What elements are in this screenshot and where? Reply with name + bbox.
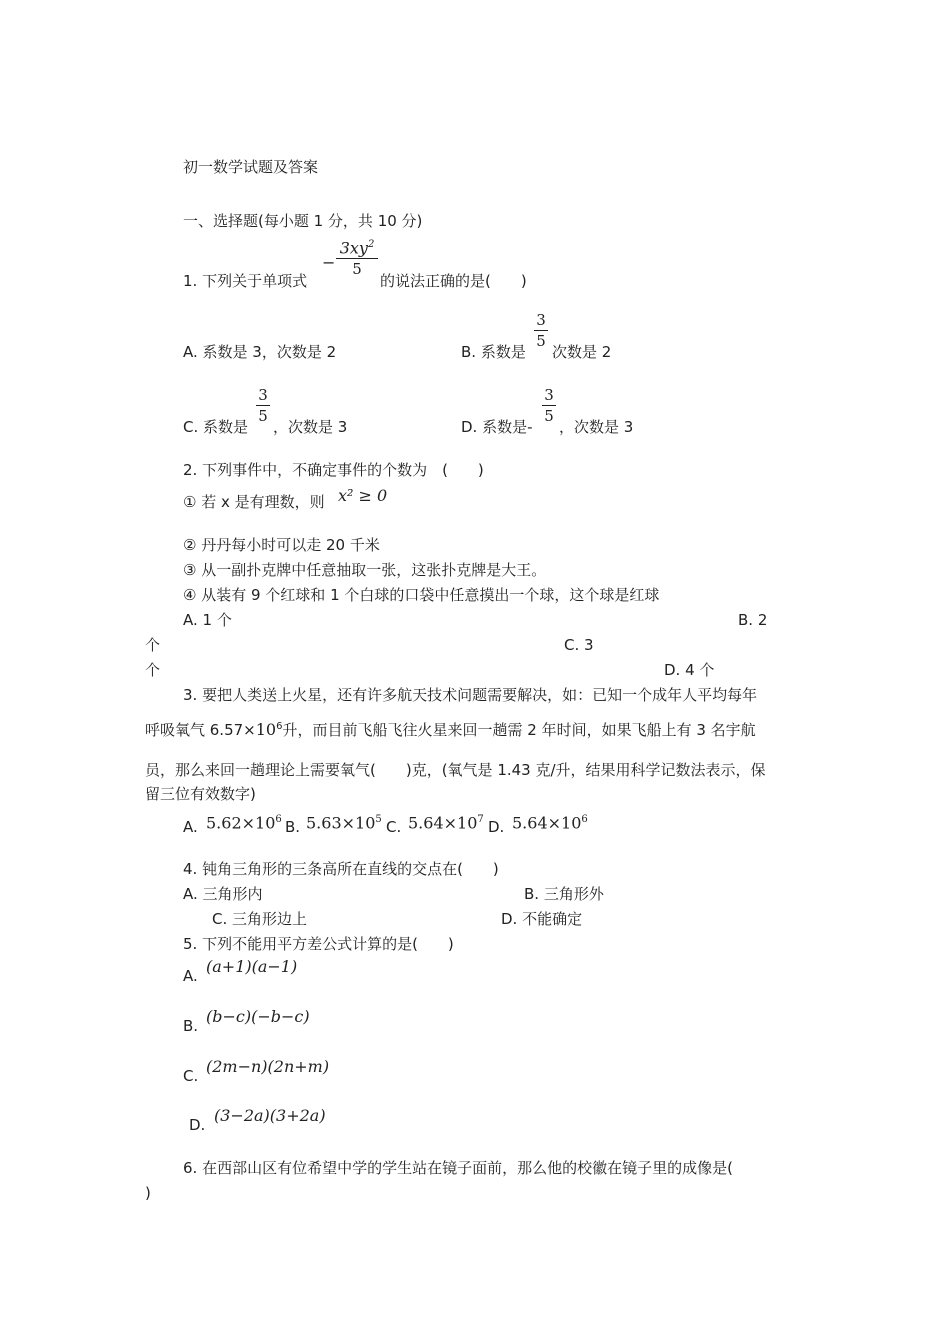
q5-option-b-label: B.	[183, 1017, 199, 1035]
exponent: 7	[477, 814, 484, 825]
q3-line-4: 留三位有效数字)	[145, 785, 256, 803]
q3-line-3: 员，那么来回一趟理论上需要氧气( )克，(氧气是 1.43 克/升，结果用科学记数法表示，保	[145, 761, 766, 779]
q3-option-b-math	[306, 811, 382, 832]
q2-option-d: D. 4 个	[664, 661, 715, 679]
q3-line-1: 3. 要把人类送上火星，还有许多航天技术问题需要解决，如：已知一个成年人平均每年	[183, 686, 758, 704]
q1-option-c-prefix: C. 系数是	[183, 418, 249, 436]
q2-option-c-continued: 个	[145, 661, 161, 679]
fraction-numerator: 3	[544, 386, 554, 404]
q3-option-c-label: C.	[386, 818, 402, 836]
fraction-bar	[256, 405, 270, 406]
q3-option-c-math	[408, 811, 484, 832]
q4-option-a: A. 三角形内	[183, 885, 263, 903]
q2-event-1: ① 若 x 是有理数，则	[183, 493, 325, 511]
fraction-denominator: 5	[258, 407, 268, 425]
q6-line-2: )	[145, 1184, 151, 1202]
q5-option-c-label: C.	[183, 1067, 199, 1085]
page-title: 初一数学试题及答案	[183, 158, 319, 176]
q3-option-d-label: D.	[488, 818, 505, 836]
fraction-bar	[336, 258, 378, 259]
q4-option-b: B. 三角形外	[524, 885, 604, 903]
q2-option-a: A. 1 个	[183, 611, 232, 629]
q2-option-b-continued: 个	[145, 636, 161, 654]
fraction-numerator: 3	[536, 311, 546, 329]
q1-option-c-fraction	[256, 386, 270, 425]
q4-stem: 4. 钝角三角形的三条高所在直线的交点在( )	[183, 860, 499, 878]
fraction-denominator: 5	[536, 332, 546, 350]
q1-option-b-suffix: 次数是 2	[552, 343, 612, 361]
q2-event-4: ④ 从装有 9 个红球和 1 个白球的口袋中任意摸出一个球，这个球是红球	[183, 586, 660, 604]
q5-stem: 5. 下列不能用平方差公式计算的是( )	[183, 935, 454, 953]
q1-stem-start: 1. 下列关于单项式	[183, 272, 308, 290]
q3-line-2-prefix: 呼吸氧气 6.57×	[145, 721, 256, 739]
q1-expr-denominator: 5	[352, 260, 362, 279]
q1-option-b-fraction	[534, 311, 548, 350]
q3-option-a-label: A.	[183, 818, 198, 836]
scientific-notation: 5.64×10	[408, 813, 478, 833]
q2-event-1-math: x² ≥ 0	[338, 486, 388, 505]
fraction-numerator: 3	[258, 386, 268, 404]
q1-option-b-prefix: B. 系数是	[461, 343, 526, 361]
q1-expr-exponent: 2	[367, 239, 375, 250]
scientific-notation: 5.64×10	[512, 813, 582, 833]
q1-option-d-fraction	[542, 386, 556, 425]
fraction-bar	[534, 330, 548, 331]
q5-option-a-label: A.	[183, 967, 198, 985]
q2-event-2: ② 丹丹每小时可以走 20 千米	[183, 536, 380, 554]
q5-option-c-math: (2m−n)(2n+m)	[206, 1057, 330, 1076]
q3-option-d-math	[512, 811, 588, 832]
q2-option-c: C. 3	[564, 636, 594, 654]
q5-option-a-math: (a+1)(a−1)	[206, 957, 298, 976]
q1-option-c-suffix: ，次数是 3	[273, 418, 348, 436]
exponent: 6	[581, 814, 588, 825]
q1-stem-end: 的说法正确的是( )	[380, 272, 527, 290]
q1-option-a: A. 系数是 3，次数是 2	[183, 343, 337, 361]
exponent: 5	[375, 814, 382, 825]
q3-power-base: 10	[255, 720, 277, 739]
q1-monomial-expression	[336, 236, 378, 278]
q4-option-c: C. 三角形边上	[212, 910, 308, 928]
q3-option-b-label: B.	[285, 818, 301, 836]
q2-stem: 2. 下列事件中，不确定事件的个数为 ( )	[183, 461, 484, 479]
scientific-notation: 5.62×10	[206, 813, 276, 833]
q3-line-2-suffix: 升，而目前飞船飞往火星来回一趟需 2 年时间，如果飞船上有 3 名宇航	[282, 721, 756, 739]
q5-option-d-math: (3−2a)(3+2a)	[214, 1106, 326, 1125]
scientific-notation: 5.63×10	[306, 813, 376, 833]
q2-event-3: ③ 从一副扑克牌中任意抽取一张，这张扑克牌是大王。	[183, 561, 547, 579]
q3-option-a-math	[206, 811, 282, 832]
q1-option-d-suffix: ，次数是 3	[559, 418, 634, 436]
fraction-bar	[542, 405, 556, 406]
q1-expr-numerator: 3xy	[339, 238, 368, 258]
q2-option-b: B. 2	[738, 611, 768, 629]
q3-line-2	[145, 718, 756, 739]
q4-option-d: D. 不能确定	[501, 910, 583, 928]
section-heading: 一、选择题(每小题 1 分，共 10 分)	[183, 212, 423, 230]
exponent: 6	[275, 814, 282, 825]
q1-option-d-prefix: D. 系数是-	[461, 418, 533, 436]
q1-expr-minus: −	[322, 253, 336, 272]
q5-option-d-label: D.	[189, 1116, 206, 1134]
q3-power-exponent: 6	[276, 721, 283, 732]
fraction-denominator: 5	[544, 407, 554, 425]
q6-line-1: 6. 在西部山区有位希望中学的学生站在镜子面前，那么他的校徽在镜子里的成像是(	[183, 1159, 733, 1177]
q5-option-b-math: (b−c)(−b−c)	[206, 1007, 310, 1026]
